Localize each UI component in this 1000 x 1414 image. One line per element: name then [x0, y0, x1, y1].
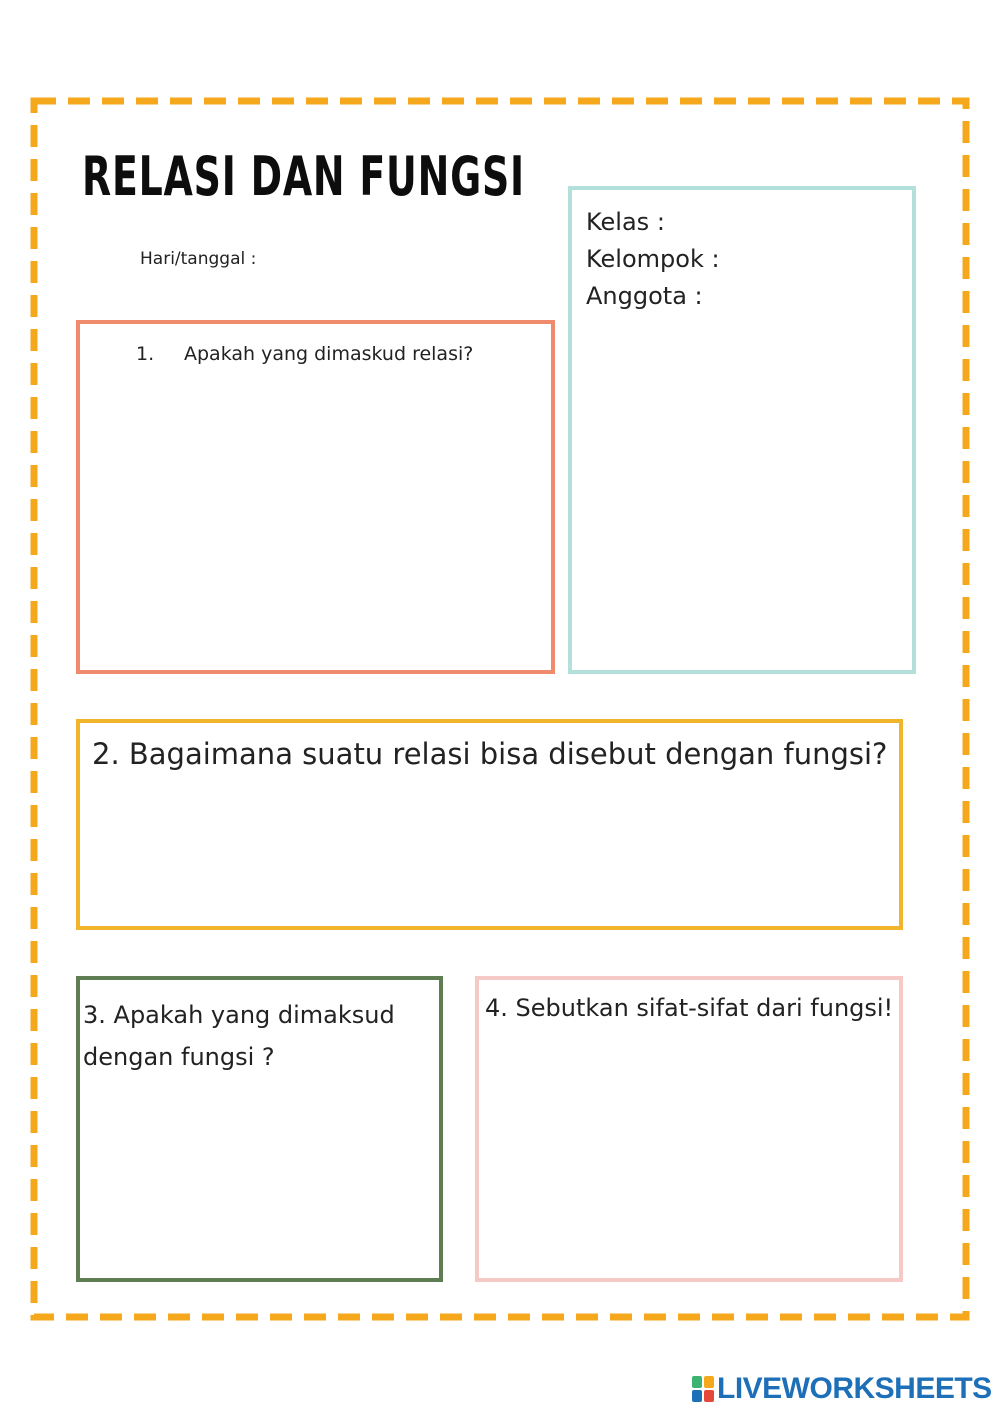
question-1-box[interactable] — [76, 320, 555, 674]
worksheet-title: RELASI DAN FUNGSI — [82, 145, 525, 208]
group-info-box[interactable] — [568, 186, 916, 674]
question-2-text: 2. Bagaimana suatu relasi bisa disebut dengan fungsi? — [92, 737, 888, 771]
question-3-box[interactable] — [76, 976, 443, 1282]
liveworksheets-logo-icon — [692, 1376, 714, 1402]
brand-name: LIVEWORKSHEETS — [717, 1372, 992, 1405]
question-4-box[interactable] — [475, 976, 903, 1282]
liveworksheets-brand[interactable] — [692, 1372, 992, 1406]
class-label: Kelas : — [586, 208, 665, 236]
question-1-text: Apakah yang dimaskud relasi? — [184, 343, 474, 365]
group-label: Kelompok : — [586, 245, 720, 273]
question-4-text: 4. Sebutkan sifat-sifat dari fungsi! — [485, 994, 894, 1022]
question-1-number: 1. — [136, 343, 155, 365]
members-label: Anggota : — [586, 282, 703, 310]
question-3-text: 3. Apakah yang dimaksud dengan fungsi ? — [83, 1001, 395, 1071]
question-1 — [136, 343, 473, 365]
group-info-labels — [586, 204, 720, 315]
date-label: Hari/tanggal : — [140, 249, 257, 269]
question-2-box[interactable] — [76, 719, 903, 930]
